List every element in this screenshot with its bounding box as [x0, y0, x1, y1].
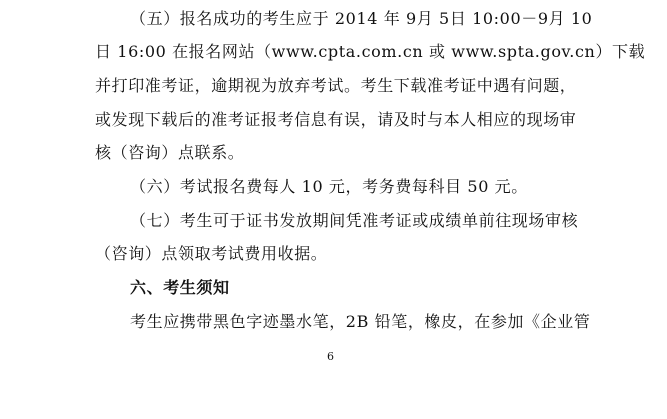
page-number: 6	[327, 350, 334, 363]
para-5-line-4: 或发现下载后的准考证报考信息有误，请及时与本人相应的现场审	[95, 110, 577, 129]
para-5-line-2: 日 16:00 在报名网站（www.cpta.com.cn 或 www.spta.gov.cn）下载	[95, 42, 646, 61]
body-line: 考生应携带黑色字迹墨水笔，2B 铅笔，橡皮，在参加《企业管	[130, 312, 591, 331]
para-5-line-1: （五）报名成功的考生应于 2014 年 9月 5日 10:00－9月 10	[130, 9, 593, 28]
para-6-line-1: （六）考试报名费每人 10 元，考务费每科目 50 元。	[130, 177, 528, 196]
section-heading: 六、考生须知	[130, 278, 230, 297]
para-7-line-2: （咨询）点领取考试费用收据。	[95, 244, 328, 263]
para-5-line-5: 核（咨询）点联系。	[95, 143, 245, 162]
para-5-line-3: 并打印准考证，逾期视为放弃考试。考生下载准考证中遇有问题，	[95, 76, 577, 95]
para-7-line-1: （七）考生可于证书发放期间凭准考证或成绩单前往现场审核	[130, 211, 579, 230]
